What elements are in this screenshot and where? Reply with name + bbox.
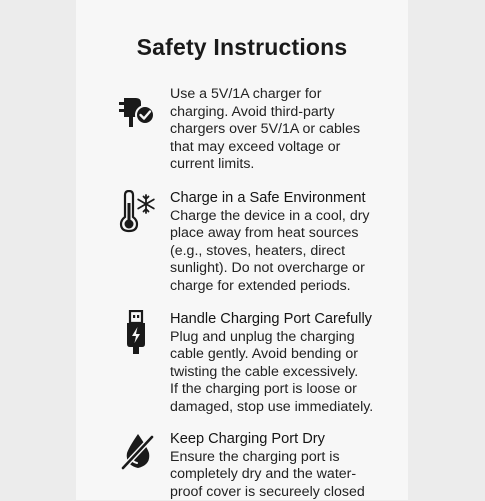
instruction-line: chargers over 5V/1A or cables xyxy=(170,121,361,138)
page-title: Safety Instructions xyxy=(136,34,348,60)
instruction-heading: Charge in a Safe Environment xyxy=(170,190,366,206)
instruction-line: Use a 5V/1A charger for xyxy=(170,86,322,102)
charging-port-icon xyxy=(116,310,156,354)
instruction-line: charge for extended periods. xyxy=(170,277,351,294)
instruction-line: cable gently. Avoid bending or xyxy=(170,346,358,363)
instruction-heading: Handle Charging Port Carefully xyxy=(170,311,372,327)
charger-check-icon xyxy=(116,90,156,134)
instruction-line: proof cover is secureely closed xyxy=(170,483,365,500)
instruction-text xyxy=(170,190,406,296)
instruction-text xyxy=(170,86,406,174)
instruction-line: place away from heat sources xyxy=(170,225,359,242)
instruction-line: current limits. xyxy=(170,156,255,173)
instruction-line: Ensure the charging port is xyxy=(170,448,340,465)
instruction-line: If the charging port is loose or xyxy=(170,381,357,398)
instruction-line: completely dry and the water- xyxy=(170,466,357,483)
thermometer-snowflake-icon xyxy=(116,190,156,234)
instruction-line: Charge the device in a cool, dry xyxy=(170,207,370,224)
instruction-line: sunlight). Do not overcharge or xyxy=(170,260,365,277)
instruction-heading: Keep Charging Port Dry xyxy=(170,431,325,447)
no-water-icon xyxy=(116,431,156,475)
instruction-line: charging. Avoid third-party xyxy=(170,103,335,120)
instruction-text xyxy=(170,431,406,501)
instruction-line: that may exceed voltage or xyxy=(170,138,341,155)
instruction-line: damaged, stop use immediately. xyxy=(170,398,374,415)
instruction-line: twisting the cable excessively. xyxy=(170,363,359,380)
instruction-line: (e.g., stoves, heaters, direct xyxy=(170,242,346,259)
instruction-sheet xyxy=(76,0,408,500)
instruction-line: Plug and unplug the charging xyxy=(170,328,355,345)
instruction-text xyxy=(170,311,406,417)
